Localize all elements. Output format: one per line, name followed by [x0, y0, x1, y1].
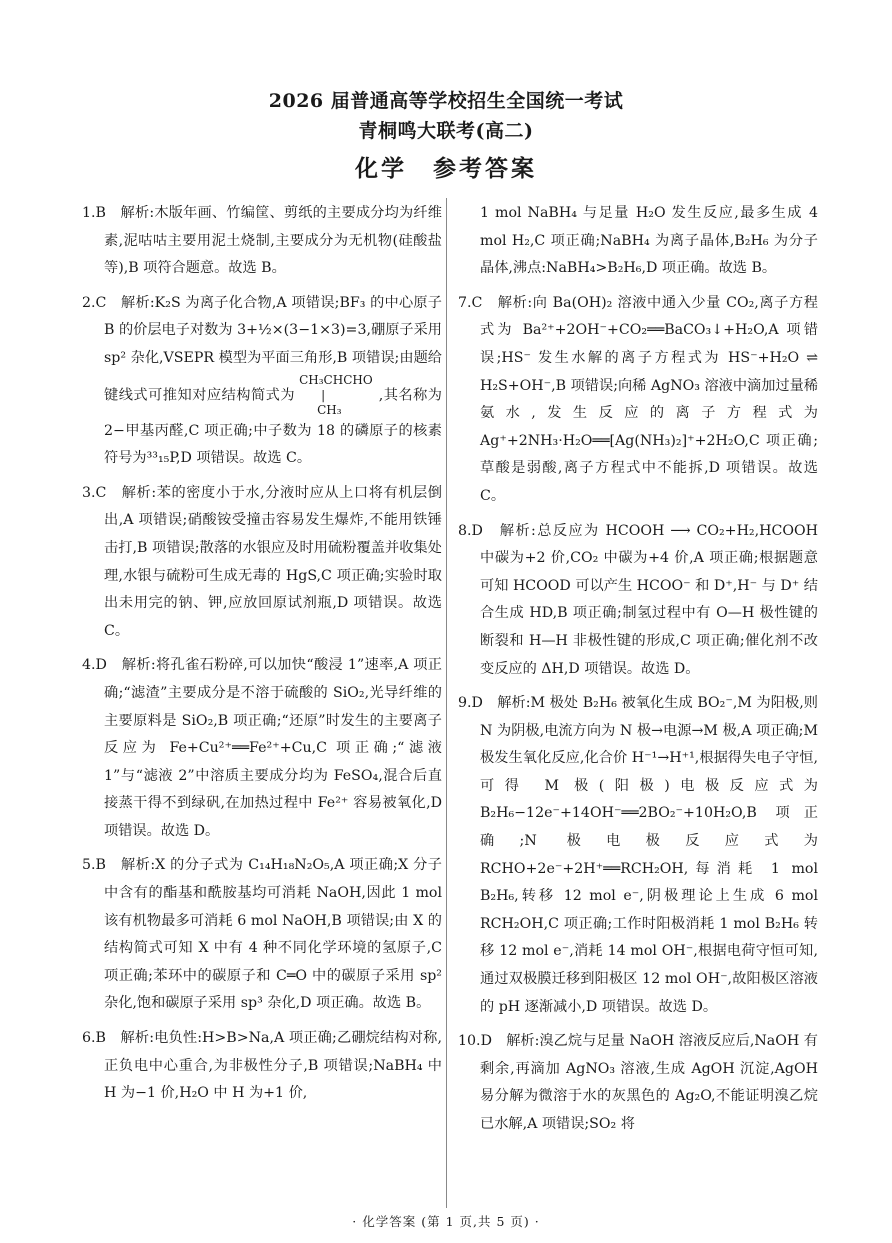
page-footer: · 化学答案 (第 1 页,共 5 页) ·: [352, 1214, 540, 1229]
answer-9: 9.D 解析:M 极处 B₂H₆ 被氧化生成 BO₂⁻,M 为阳极,则 N 为阴极,电流方向为 N 极→电源→M 极,A 项正确;M 极发生氧化反应,化合价 H⁻¹→H⁺¹,根据得失电子守恒,可得 M 极(阳极)电极反应式为 B₂H₆−12e⁻+14OH⁻══2BO₂⁻+10H₂O,B 项正确;N 极电极反应式为 RCHO+2e⁻+2H⁺══RCH₂OH,每消耗 1 mol B₂H₆,转移 12 mol e⁻,阴极理论上生成 6 mol RCH₂OH,C 项正确;工作时阳极消耗 1 mol B₂H₆ 转移 12 mol e⁻,消耗 14 mol OH⁻,根据电荷守恒可知,通过双极膜迁移到阳极区 12 mol OH⁻,故阳极区溶液的 pH 逐渐减小,D 项错误。故选 D。: [458, 695, 818, 1015]
answer-2-text-a: 2.C 解析:K₂S 为离子化合物,A 项错误;BF₃ 的中心原子 B 的价层电子对数为 3+½×(3−1×3)=3,硼原子采用 sp² 杂化,VSEPR 模型为平面三角形,B 项错误;由题给键线式可推知对应结构简式为: [82, 294, 442, 404]
right-column: [458, 200, 818, 1146]
answer-7: 7.C 解析:向 Ba(OH)₂ 溶液中通入少量 CO₂,离子方程式为 Ba²⁺+2OH⁻+CO₂══BaCO₃↓+H₂O,A 项错误;HS⁻ 发生水解的离子方程式为 HS⁻+H₂O ⇌ H₂S+OH⁻,B 项错误;向稀 AgNO₃ 溶液中滴加过量稀氨水,发生反应的离子方程式为 Ag⁺+2NH₃·H₂O══[Ag(NH₃)₂]⁺+2H₂O,C 项正确;草酸是弱酸,离子方程式中不能拆,D 项错误。故选 C。: [458, 294, 818, 504]
exam-title: 2026 届普通高等学校招生全国统一考试: [268, 90, 624, 112]
answer-2-text-b: ,其名称为 2−甲基丙醛,C 项正确;中子数为 18 的磷原子的核素符号为³³₁₅P,D 项错误。故选 C。: [104, 387, 442, 467]
left-column: [82, 200, 442, 1115]
struct-bottom: CH₃: [317, 402, 342, 417]
struct-top: CH₃CHCHO: [299, 372, 373, 387]
answer-5: 5.B 解析:X 的分子式为 C₁₄H₁₈N₂O₅,A 项正确;X 分子中含有的酯基和酰胺基均可消耗 NaOH,因此 1 mol 该有机物最多可消耗 6 mol NaOH,B 项错误;由 X 的结构简式可知 X 中有 4 种不同化学环境的氢原子,C 项正确;苯环中的碳原子和 C═O 中的碳原子采用 sp² 杂化,饱和碳原子采用 sp³ 杂化,D 项正确。故选 B。: [82, 857, 442, 1012]
structural-formula: [299, 373, 373, 418]
answer-2: [82, 290, 442, 473]
answer-1: 1.B 解析:木版年画、竹编筐、剪纸的主要成分均为纤维素,泥咕咕主要用泥土烧制,主要成分为无机物(硅酸盐等),B 项符合题意。故选 B。: [82, 205, 442, 277]
answer-3: 3.C 解析:苯的密度小于水,分液时应从上口将有机层倒出,A 项错误;硝酸铵受撞击容易发生爆炸,不能用铁锤击打,B 项错误;散落的水银应及时用硫粉覆盖并收集处理,水银与硫粉可生成无毒的 HgS,C 项正确;实验时取出未用完的钠、钾,应放回原试剂瓶,D 项错误。故选 C。: [82, 484, 442, 639]
column-divider: [446, 198, 447, 1208]
exam-subtitle: 青桐鸣大联考(高二): [358, 120, 534, 142]
page-title: 化学 参考答案: [355, 155, 537, 182]
struct-bar: |: [321, 387, 326, 402]
answer-6-part2: 1 mol NaBH₄ 与足量 H₂O 发生反应,最多生成 4 mol H₂,C 项正确;NaBH₄ 为离子晶体,B₂H₆ 为分子晶体,沸点:NaBH₄>B₂H₆,D 项正确。故选 B。: [480, 205, 818, 277]
answer-10: 10.D 解析:溴乙烷与足量 NaOH 溶液反应后,NaOH 有剩余,再滴加 AgNO₃ 溶液,生成 AgOH 沉淀,AgOH 易分解为微溶于水的灰黑色的 Ag₂O,不能证明溴乙烷已水解,A 项错误;SO₂ 将: [458, 1033, 818, 1132]
answer-6-part1: 6.B 解析:电负性:H>B>Na,A 项正确;乙硼烷结构对称,正负电中心重合,为非极性分子,B 项错误;NaBH₄ 中 H 为−1 价,H₂O 中 H 为+1 价,: [82, 1030, 442, 1102]
answer-8: 8.D 解析:总反应为 HCOOH ⟶ CO₂+H₂,HCOOH 中碳为+2 价,CO₂ 中碳为+4 价,A 项正确;根据题意可知 HCOOD 可以产生 HCOO⁻ 和 D⁺,H⁻ 与 D⁺ 结合生成 HD,B 项正确;制氢过程中有 O—H 极性键的断裂和 H—H 非极性键的形成,C 项正确;催化剂不改变反应的 ΔH,D 项错误。故选 D。: [458, 522, 818, 677]
answer-4: 4.D 解析:将孔雀石粉碎,可以加快“酸浸 1”速率,A 项正确;“滤渣”主要成分是不溶于硫酸的 SiO₂,光导纤维的主要原料是 SiO₂,B 项正确;“还原”时发生的主要离子反应为 Fe+Cu²⁺══Fe²⁺+Cu,C 项正确;“滤液 1”与“滤液 2”中溶质主要成分均为 FeSO₄,混合后直接蒸干得不到绿矾,在加热过程中 Fe²⁺ 容易被氧化,D 项错误。故选 D。: [82, 657, 442, 839]
